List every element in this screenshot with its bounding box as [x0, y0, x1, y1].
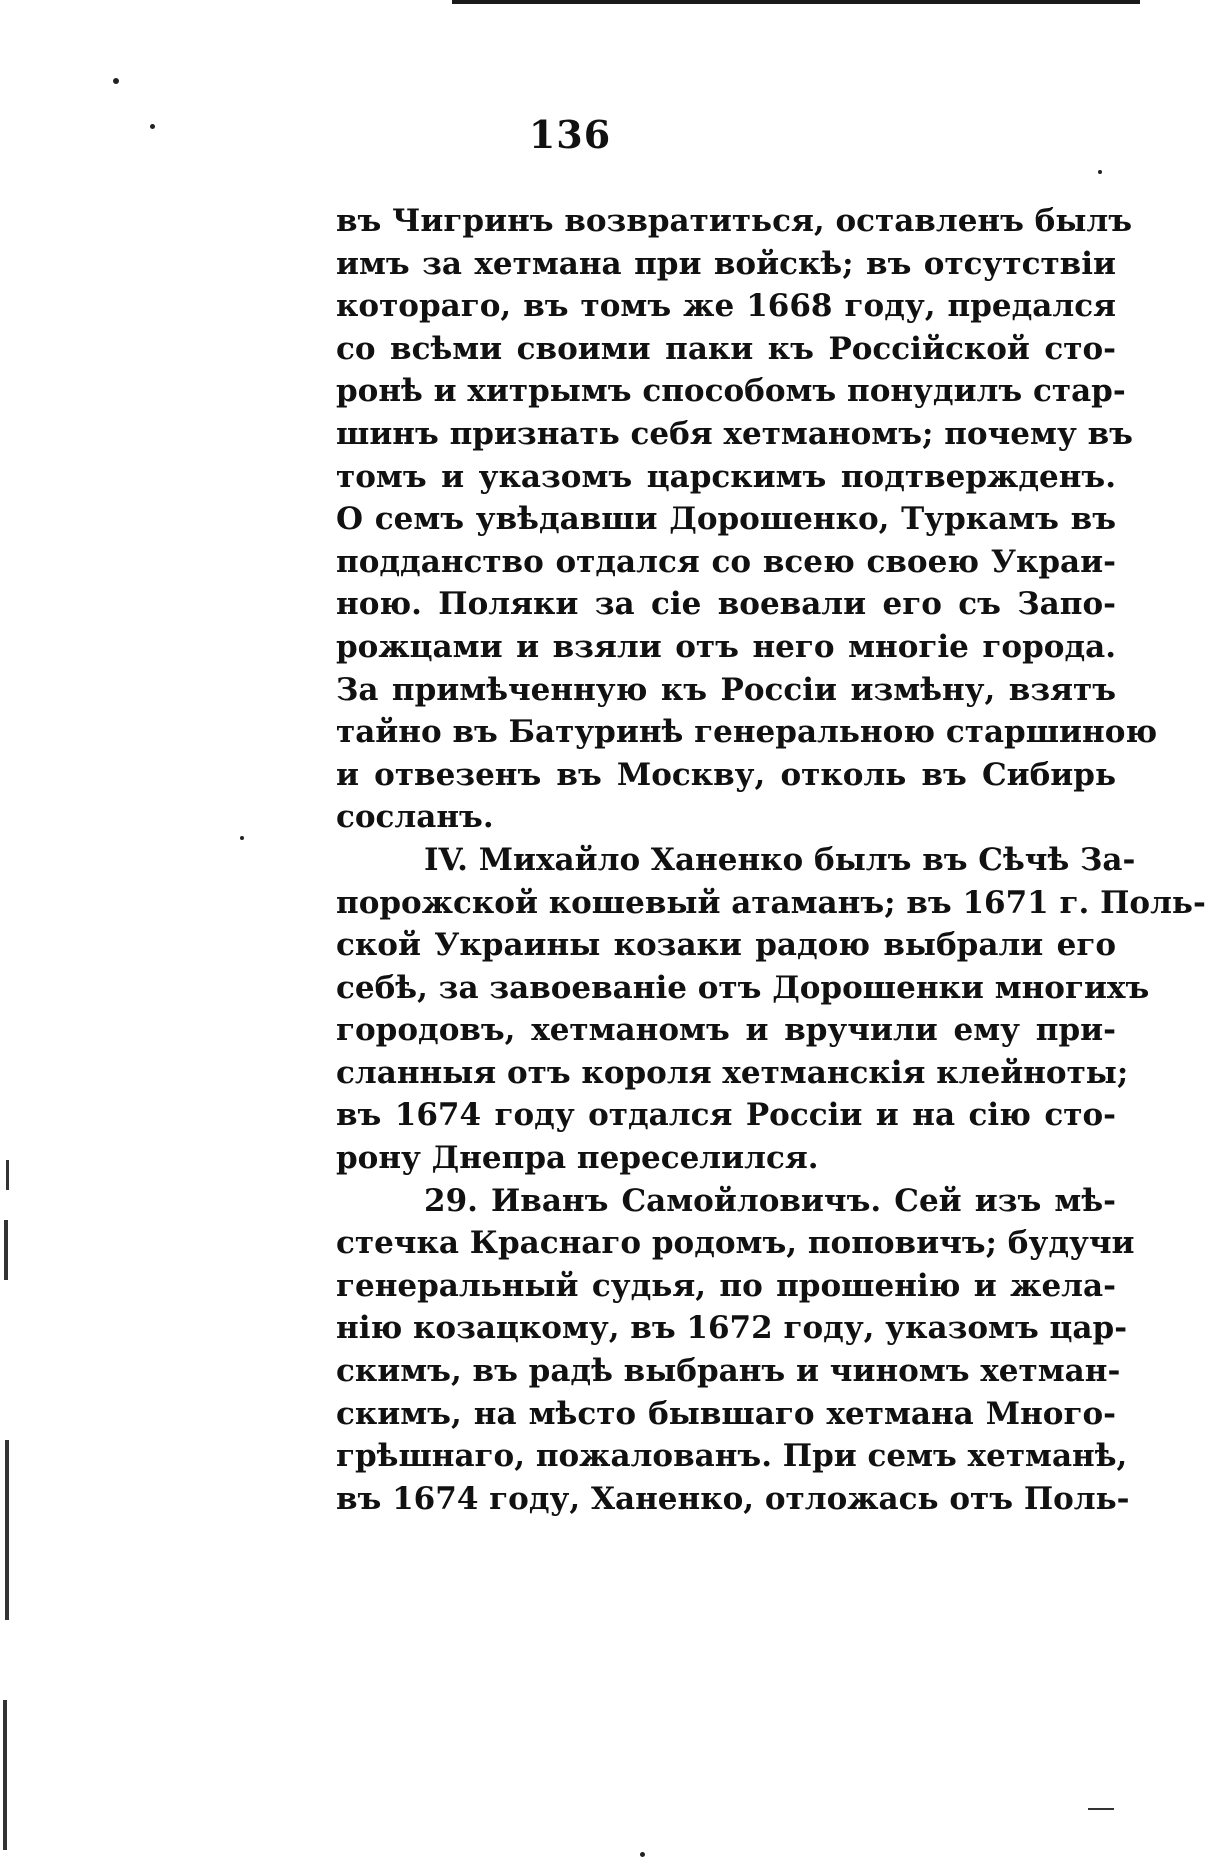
top-border-rule: [452, 0, 1140, 4]
text-line: имъ за хетмана при войскѣ; въ отсутствіи: [336, 245, 1116, 282]
text-line: рону Днепра переселился.: [336, 1140, 819, 1177]
text-line: тайно въ Батуринѣ генеральною старшиною: [336, 714, 1158, 751]
margin-stain: [1088, 1808, 1114, 1810]
text-line: рожцами и взяли отъ него многіе города.: [336, 628, 1116, 665]
margin-stain: [3, 1700, 7, 1850]
text-line: себѣ, за завоеваніе отъ Дорошенки многихъ: [336, 969, 1150, 1006]
scan-speck: [240, 836, 244, 840]
text-line: шинъ признать себя хетманомъ; почему въ: [336, 415, 1133, 452]
text-line: со всѣми своими паки къ Россійской сто-: [336, 330, 1116, 367]
text-line: ронѣ и хитрымъ способомъ понудилъ стар-: [336, 373, 1126, 410]
margin-stain: [5, 1440, 9, 1620]
text-line: сосланъ.: [336, 799, 494, 836]
text-line: ской Украины козаки радою выбрали его: [336, 927, 1116, 964]
text-line: въ 1674 году отдался Россіи и на сію сто-: [336, 1097, 1116, 1134]
text-line: сланныя отъ короля хетманскія клейноты;: [336, 1054, 1129, 1091]
text-line: въ 1674 году, Ханенко, отложась отъ Поль-: [336, 1480, 1130, 1517]
page-number: 136: [528, 112, 612, 157]
text-line: скимъ, въ радѣ выбранъ и чиномъ хетман-: [336, 1353, 1121, 1390]
text-line: подданство отдался со всею своею Украи-: [336, 543, 1116, 580]
scan-speck: [1098, 170, 1102, 174]
text-line: котораго, въ томъ же 1668 году, предался: [336, 288, 1116, 325]
text-line: За примѣченную къ Россіи измѣну, взятъ: [336, 671, 1116, 708]
text-line: городовъ, хетманомъ и вручили ему при-: [336, 1012, 1116, 1049]
text-line: скимъ, на мѣсто бывшаго хетмана Много-: [336, 1395, 1116, 1432]
text-line: грѣшнаго, пожалованъ. При семъ хетманѣ,: [336, 1438, 1128, 1475]
text-line: нію козацкому, въ 1672 году, указомъ цар-: [336, 1310, 1128, 1347]
margin-stain: [4, 1220, 8, 1280]
margin-stain: [6, 1160, 9, 1190]
text-line: и отвезенъ въ Москву, отколь въ Сибирь: [336, 756, 1116, 793]
body-text: [336, 200, 1206, 1520]
scan-speck: [113, 78, 119, 84]
text-line: О семъ увѣдавши Дорошенко, Туркамъ въ: [336, 501, 1116, 538]
scan-speck: [150, 124, 155, 129]
scan-speck: [640, 1852, 645, 1857]
text-line: томъ и указомъ царскимъ подтвержденъ.: [336, 458, 1116, 495]
text-line: ною. Поляки за сіе воевали его съ Запо-: [336, 586, 1116, 623]
text-line: въ Чигринъ возвратиться, оставленъ былъ: [336, 203, 1133, 239]
text-line: генеральный судья, по прошенію и жела-: [336, 1267, 1116, 1304]
text-line: порожской кошевый атаманъ; въ 1671 г. Поль-: [336, 884, 1206, 921]
text-line: стечка Краснаго родомъ, поповичъ; будучи: [336, 1225, 1135, 1262]
text-line: IV. Михайло Ханенко былъ въ Сѣчѣ За-: [424, 841, 1136, 878]
text-line: 29. Иванъ Самойловичъ. Сей изъ мѣ-: [424, 1182, 1116, 1219]
